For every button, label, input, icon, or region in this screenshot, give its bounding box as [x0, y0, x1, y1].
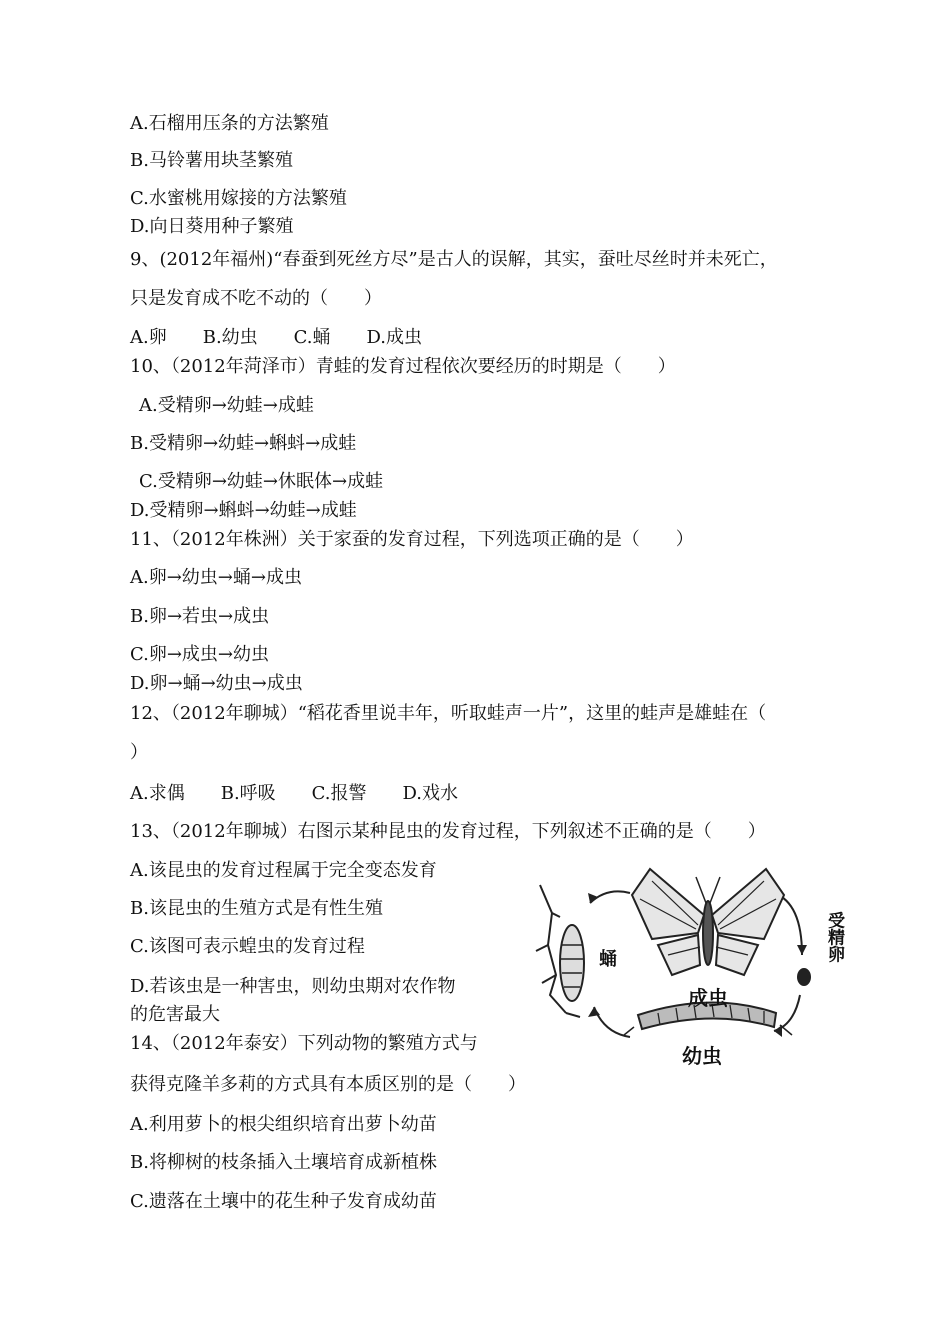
q9-options: A.卵 B.幼虫 C.蛹 D.成虫 [130, 327, 423, 348]
egg-icon [797, 968, 811, 986]
q11-stem: 11、（2012年株洲）关于家蚕的发育过程，下列选项正确的是（ ） [130, 529, 694, 550]
q14-stem-line2: 获得克隆羊多莉的方式具有本质区别的是（ ） [130, 1074, 526, 1095]
larva-label: 幼虫 [682, 1044, 722, 1068]
q12-options: A.求偶 B.呼吸 C.报警 D.戏水 [130, 783, 459, 804]
q13-stem: 13、（2012年聊城）右图示某种昆虫的发育过程，下列叙述不正确的是（ ） [130, 821, 766, 842]
egg-label: 受精卵 [824, 911, 844, 963]
pupa-icon [560, 925, 584, 1001]
q11-option-c: C.卵→成虫→幼虫 [130, 644, 270, 665]
q13-option-b: B.该昆虫的生殖方式是有性生殖 [130, 898, 383, 919]
adult-label: 成虫 [688, 986, 728, 1010]
q11-option-d: D.卵→蛹→幼虫→成虫 [130, 673, 303, 694]
q10-stem: 10、（2012年菏泽市）青蛙的发育过程依次要经历的时期是（ ） [130, 356, 676, 377]
q12-stem-line2: ） [130, 742, 148, 763]
q14-stem-line1: 14、（2012年泰安）下列动物的繁殖方式与 [130, 1033, 478, 1054]
q14-option-b: B.将柳树的枝条插入土壤培育成新植株 [130, 1152, 437, 1173]
q8-option-d: D.向日葵用种子繁殖 [130, 216, 294, 237]
q10-option-b: B.受精卵→幼蛙→蝌蚪→成蛙 [130, 433, 357, 454]
q10-option-d: D.受精卵→蝌蚪→幼蛙→成蛙 [130, 500, 357, 521]
q14-option-a: A.利用萝卜的根尖组织培育出萝卜幼苗 [130, 1114, 437, 1135]
q13-option-d-cont: 的危害最大 [130, 1004, 220, 1025]
q10-option-c: C.受精卵→幼蛙→休眠体→成蛙 [139, 471, 384, 492]
q13-option-d: D.若该虫是一种害虫，则幼虫期对农作物 [130, 976, 456, 997]
q13-option-a: A.该昆虫的发育过程属于完全变态发育 [130, 860, 437, 881]
q11-option-b: B.卵→若虫→成虫 [130, 606, 270, 627]
q10-option-a: A.受精卵→幼蛙→成蛙 [139, 395, 314, 416]
q12-stem-line1: 12、（2012年聊城）“稻花香里说丰年，听取蛙声一片”，这里的蛙声是雄蛙在（ [130, 703, 767, 724]
q9-stem-line1: 9、(2012年福州)“春蚕到死丝方尽”是古人的误解，其实，蚕吐尽丝时并未死亡， [130, 249, 778, 270]
q8-option-a: A.石榴用压条的方法繁殖 [130, 113, 329, 134]
q9-stem-line2: 只是发育成不吃不动的（ ） [130, 288, 382, 309]
q14-option-c: C.遗落在土壤中的花生种子发育成幼苗 [130, 1191, 437, 1212]
q8-option-c: C.水蜜桃用嫁接的方法繁殖 [130, 188, 347, 209]
q8-option-b: B.马铃薯用块茎繁殖 [130, 150, 293, 171]
pupa-label: 蛹 [599, 949, 617, 970]
q13-option-c: C.该图可表示蝗虫的发育过程 [130, 936, 365, 957]
insect-life-cycle-figure [512, 855, 852, 1070]
q11-option-a: A.卵→幼虫→蛹→成虫 [130, 567, 302, 588]
